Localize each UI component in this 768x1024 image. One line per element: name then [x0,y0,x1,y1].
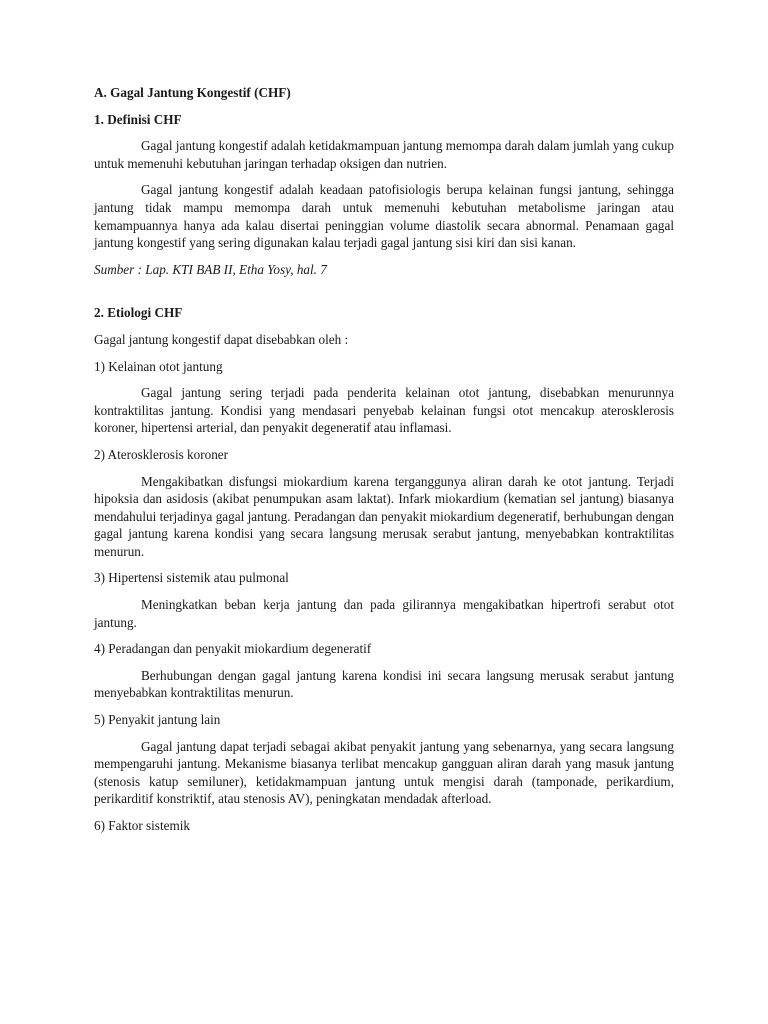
list-item-text: Berhubungan dengan gagal jantung karena kondisi ini secara langsung merusak serabut jantung menyebabkan kontraktilitas menurun. [94,667,674,701]
document-page [94,84,674,844]
list-item-label: 1) Kelainan otot jantung [94,358,223,374]
list-item-label: 3) Hipertensi sistemik atau pulmonal [94,570,289,586]
list-item-text: Gagal jantung dapat terjadi sebagai akibat penyakit jantung yang sebenarnya, yang secara langsung mempengaruhi jantung. Mekanisme biasanya terlibat mencakup gangguan aliran darah yang masuk jantung (stenosis katup semiluner), ketidakmampuan jantung untuk mengisi darah (tamponade, perikardium, perikarditif konstriktif, atau stenosis AV), peningkatan mendadak afterload. [94,738,674,807]
list-item-label: 4) Peradangan dan penyakit miokardium degeneratif [94,641,372,657]
etiology-intro: Gagal jantung kongestif dapat disebabkan oleh : [94,331,349,347]
list-item-label: 5) Penyakit jantung lain [94,712,221,728]
list-item-text: Meningkatkan beban kerja jantung dan pada gilirannya mengakibatkan hipertrofi serabut otot jantung. [94,597,674,630]
main-heading: A. Gagal Jantung Kongestif (CHF) [94,85,291,100]
section-title-etiologi: 2. Etiologi CHF [94,305,183,321]
list-item-text: Gagal jantung sering terjadi pada penderita kelainan otot jantung, disebabkan menurunnya kontraktilitas jantung. Kondisi yang mendasari penyebab kelainan fungsi otot mencakup aterosklerosis koroner, hipertensi arterial, dan penyakit degeneratif atau inflamasi. [94,385,674,436]
list-item-label: 6) Faktor sistemik [94,818,190,833]
source-citation: Sumber : Lap. KTI BAB II, Etha Yosy, hal. 7 [94,261,327,277]
section-title-definisi: 1. Definisi CHF [94,111,182,127]
list-item-label: 2) Aterosklerosis koroner [94,446,229,462]
definition-paragraph-1: Gagal jantung kongestif adalah ketidakmampuan jantung memompa darah dalam jumlah yang cukup untuk memenuhi kebutuhan jaringan terhadap oksigen dan nutrien. [94,138,674,171]
list-item-text: Mengakibatkan disfungsi miokardium karena terganggunya aliran darah ke otot jantung. Terjadi hipoksia dan asidosis (akibat penumpukan asam laktat). Infark miokardium (kematian sel jantung) biasanya mendahului terjadinya gagal jantung. Peradangan dan penyakit miokardium degeneratif, berhubungan dengan gagal jantung karena kondisi yang secara langsung merusak serabut jantung, menyebabkan kontraktilitas menurun. [94,473,674,559]
definition-paragraph-2: Gagal jantung kongestif adalah keadaan patofisiologis berupa kelainan fungsi jantung, sehingga jantung tidak mampu memompa darah untuk memenuhi kebutuhan metabolisme jaringan atau kemampuannya hanya ada kalau disertai peninggian volume diastolik secara abnormal. Penamaan gagal jantung kongestif yang sering digunakan kalau terjadi gagal jantung sisi kiri dan sisi kanan. [94,182,674,251]
